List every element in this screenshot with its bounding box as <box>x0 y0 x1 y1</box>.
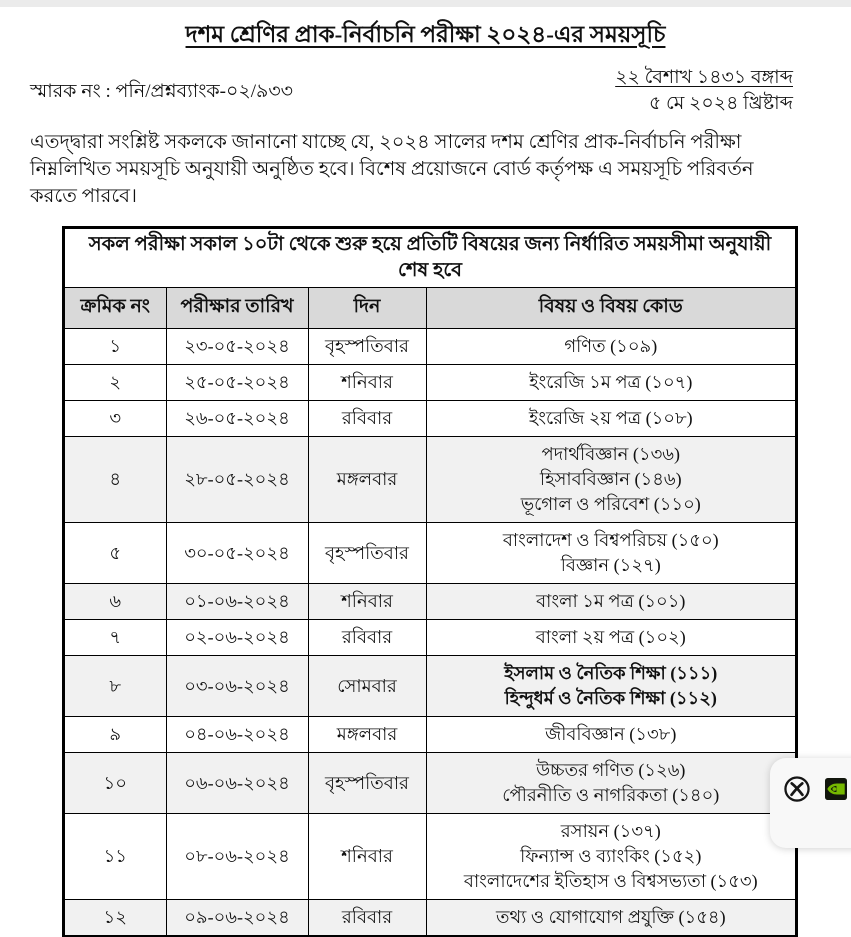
exam-date-cell: ৩০-০৫-২০২৪ <box>166 523 308 584</box>
exam-date-cell: ০১-০৬-২০২৪ <box>166 584 308 620</box>
subjects-cell <box>426 814 796 900</box>
subject-line: ইংরেজি ২য় পত্র (১০৮) <box>528 408 693 428</box>
table-banner: সকল পরীক্ষা সকাল ১০টা থেকে শুরু হয়ে প্রতিটি বিষয়ের জন্য নির্ধারিত সময়সীমা অনুযায়ী শেষ হবে <box>64 228 796 288</box>
day-cell: শনিবার <box>308 584 426 620</box>
day-cell: রবিবার <box>308 401 426 437</box>
subject-line: তথ্য ও যোগাযোগ প্রযুক্তি (১৫৪) <box>495 907 726 927</box>
subject-line: ফিন্যান্স ও ব্যাংকিং (১৫২) <box>520 846 702 866</box>
subject-line: পদার্থবিজ্ঞান (১৩৬) <box>541 444 680 464</box>
table-row <box>64 814 796 900</box>
table-row <box>64 900 796 937</box>
xbox-icon[interactable] <box>783 775 811 803</box>
table-row <box>64 717 796 753</box>
table-row <box>64 620 796 656</box>
exam-date-cell: ২৬-০৫-২০২৪ <box>166 401 308 437</box>
subjects-cell <box>426 523 796 584</box>
day-cell: মঙ্গলবার <box>308 717 426 753</box>
subject-line: হিসাববিজ্ঞান (১৪৬) <box>539 469 682 489</box>
table-row <box>64 656 796 717</box>
subjects-cell <box>426 900 796 937</box>
column-header-1: পরীক্ষার তারিখ <box>166 288 308 329</box>
day-cell: বৃহস্পতিবার <box>308 753 426 814</box>
exam-date-cell: ০৮-০৬-২০২৪ <box>166 814 308 900</box>
subjects-cell <box>426 717 796 753</box>
memo-number: স্মারক নং : পনি/প্রশ্নব্যাংক-০২/৯৩৩ <box>30 81 294 102</box>
table-row <box>64 365 796 401</box>
column-header-0: ক্রমিক নং <box>64 288 166 329</box>
page-title: দশম শ্রেণির প্রাক-নির্বাচনি পরীক্ষা ২০২৪-এর সময়সূচি <box>185 22 666 47</box>
table-banner-row <box>64 228 796 288</box>
exam-date-cell: ০২-০৬-২০২৪ <box>166 620 308 656</box>
subjects-cell <box>426 584 796 620</box>
table-row <box>64 401 796 437</box>
subject-line: বাংলাদেশ ও বিশ্বপরিচয় (১৫০) <box>502 530 719 550</box>
table-row <box>64 523 796 584</box>
exam-date-cell: ২৩-০৫-২০২৪ <box>166 329 308 365</box>
table-row <box>64 753 796 814</box>
game-bar-overlay[interactable] <box>770 758 851 848</box>
subjects-cell <box>426 365 796 401</box>
subjects-cell <box>426 656 796 717</box>
subjects-cell <box>426 753 796 814</box>
exam-date-cell: ০৬-০৬-২০২৪ <box>166 753 308 814</box>
top-edge-strip <box>0 0 851 7</box>
subject-line: ইসলাম ও নৈতিক শিক্ষা (১১১) <box>504 663 718 683</box>
subject-line: বাংলা ২য় পত্র (১০২) <box>535 627 686 647</box>
subject-line: জীববিজ্ঞান (১৩৮) <box>545 724 677 744</box>
subjects-cell <box>426 401 796 437</box>
day-cell: রবিবার <box>308 900 426 937</box>
date-block <box>615 65 793 117</box>
memo-row <box>0 55 851 117</box>
column-header-2: দিন <box>308 288 426 329</box>
serial-cell: ৫ <box>64 523 166 584</box>
serial-cell: ২ <box>64 365 166 401</box>
subjects-cell <box>426 620 796 656</box>
document <box>0 7 851 937</box>
subjects-cell <box>426 437 796 523</box>
table-row <box>64 584 796 620</box>
day-cell: বৃহস্পতিবার <box>308 523 426 584</box>
nvidia-icon[interactable] <box>825 775 847 800</box>
serial-cell: ৭ <box>64 620 166 656</box>
day-cell: রবিবার <box>308 620 426 656</box>
subject-line: বাংলাদেশের ইতিহাস ও বিশ্বসভ্যতা (১৫৩) <box>463 871 758 891</box>
subject-line: ইংরেজি ১ম পত্র (১০৭) <box>529 372 693 392</box>
column-header-3: বিষয় ও বিষয় কোড <box>426 288 796 329</box>
serial-cell: ৯ <box>64 717 166 753</box>
exam-date-cell: ২৮-০৫-২০২৪ <box>166 437 308 523</box>
serial-cell: ৬ <box>64 584 166 620</box>
serial-cell: ৮ <box>64 656 166 717</box>
subject-line: হিন্দুধর্ম ও নৈতিক শিক্ষা (১১২) <box>504 688 717 708</box>
date-gregorian: ৫ মে ২০২৪ খ্রিষ্টাব্দ <box>648 93 793 114</box>
subject-line: বাংলা ১ম পত্র (১০১) <box>536 591 686 611</box>
serial-cell: ৩ <box>64 401 166 437</box>
exam-date-cell: ০৪-০৬-২০২৪ <box>166 717 308 753</box>
subject-line: ভূগোল ও পরিবেশ (১১০) <box>520 494 701 514</box>
notice-paragraph: এতদ্দ্বারা সংশ্লিষ্ট সকলকে জানানো যাচ্ছে যে, ২০২৪ সালের দশম শ্রেণির প্রাক-নির্বাচনি পরীক্ষা নিম্নলিখিত সময়সূচি অনুযায়ী অনুষ্ঠিত হবে। বিশেষ প্রয়োজনে বোর্ড কর্তৃপক্ষ এ সময়সূচি পরিবর্তন করতে পারবে। <box>30 132 754 207</box>
exam-schedule-table <box>63 227 797 937</box>
table-header-row <box>64 288 796 329</box>
exam-date-cell: ০৩-০৬-২০২৪ <box>166 656 308 717</box>
subjects-cell <box>426 329 796 365</box>
subject-line: পৌরনীতি ও নাগরিকতা (১৪০) <box>502 785 720 805</box>
subject-line: রসায়ন (১৩৭) <box>560 821 661 841</box>
day-cell: সোমবার <box>308 656 426 717</box>
schedule-body <box>64 329 796 937</box>
subject-line: গণিত (১০৯) <box>564 336 658 356</box>
day-cell: বৃহস্পতিবার <box>308 329 426 365</box>
date-bengali-calendar: ২২ বৈশাখ ১৪৩১ বঙ্গাব্দ <box>615 67 793 88</box>
exam-date-cell: ২৫-০৫-২০২৪ <box>166 365 308 401</box>
serial-cell: ১১ <box>64 814 166 900</box>
subject-line: উচ্চতর গণিত (১২৬) <box>536 760 686 780</box>
subject-line: বিজ্ঞান (১২৭) <box>560 555 661 575</box>
day-cell: মঙ্গলবার <box>308 437 426 523</box>
exam-date-cell: ০৯-০৬-২০২৪ <box>166 900 308 937</box>
table-row <box>64 329 796 365</box>
serial-cell: ১০ <box>64 753 166 814</box>
serial-cell: ৪ <box>64 437 166 523</box>
day-cell: শনিবার <box>308 814 426 900</box>
serial-cell: ১২ <box>64 900 166 937</box>
table-row <box>64 437 796 523</box>
day-cell: শনিবার <box>308 365 426 401</box>
serial-cell: ১ <box>64 329 166 365</box>
